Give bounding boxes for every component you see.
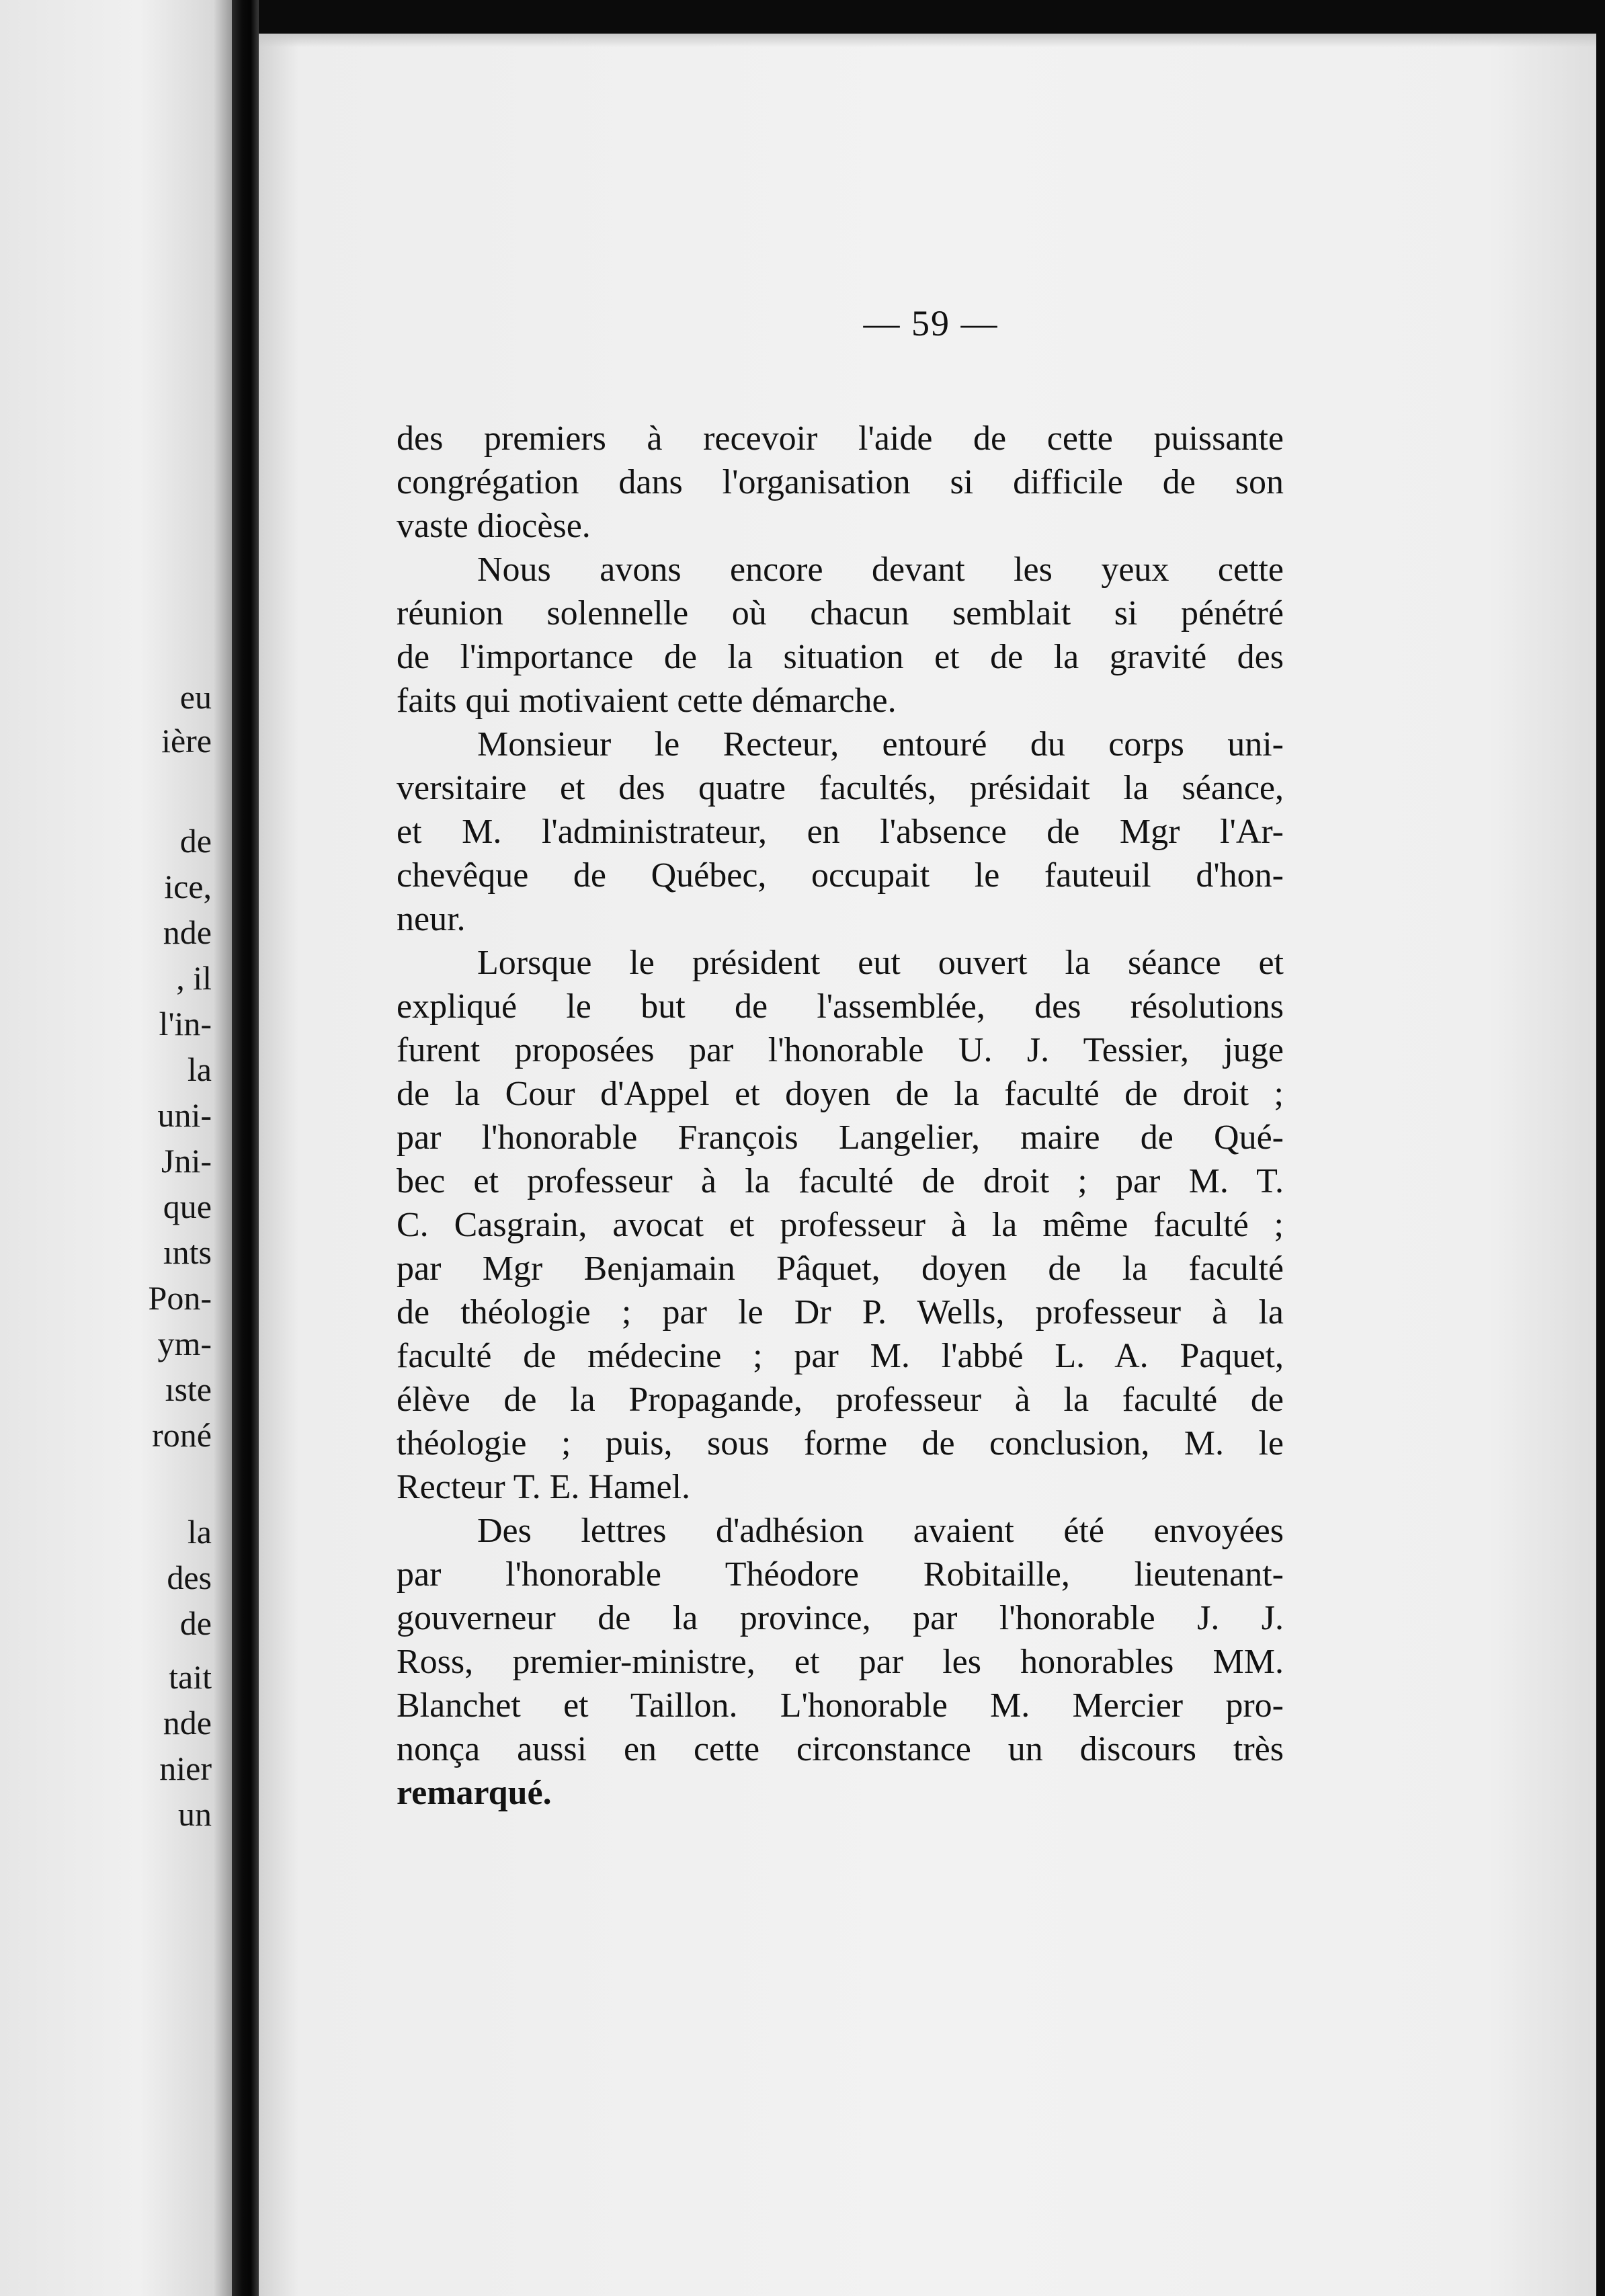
text-line: théologie ; puis, sous forme de conclusion, M. le xyxy=(397,1424,1284,1463)
text-line: par l'honorable François Langelier, maire de Qué- xyxy=(397,1118,1284,1157)
left-page-fragment: roné xyxy=(152,1416,212,1454)
text-line: vaste diocèse. xyxy=(397,507,591,545)
page-text-body xyxy=(397,417,1284,1815)
left-page-fragment: tait xyxy=(169,1658,212,1696)
text-line: élève de la Propagande, professeur à la faculté de xyxy=(397,1381,1284,1419)
left-page-fragment: ym- xyxy=(157,1325,212,1362)
text-line: nonça aussi en cette circonstance un discours très xyxy=(397,1730,1284,1768)
text-line: réunion solennelle où chacun semblait si pénétré xyxy=(397,594,1284,632)
text-line: gouverneur de la province, par l'honorable J. J. xyxy=(397,1599,1284,1637)
left-page-fragment: ınts xyxy=(163,1233,212,1271)
left-page-fragment: eu xyxy=(179,678,212,716)
text-line: Des lettres d'adhésion avaient été envoyées xyxy=(477,1512,1284,1550)
left-page-fragment: ice, xyxy=(164,868,212,905)
book-gutter xyxy=(232,0,259,2296)
left-page-fragment: de xyxy=(179,1604,212,1642)
text-line: de théologie ; par le Dr P. Wells, professeur à la xyxy=(397,1293,1284,1331)
text-line: de l'importance de la situation et de la gravité des xyxy=(397,638,1284,676)
text-line: faculté de médecine ; par M. l'abbé L. A. Paquet, xyxy=(397,1337,1284,1375)
text-line: Nous avons encore devant les yeux cette xyxy=(477,550,1284,589)
text-line: par Mgr Benjamain Pâquet, doyen de la faculté xyxy=(397,1249,1284,1288)
left-page-fragment: nde xyxy=(163,1704,212,1741)
left-page-fragment: de xyxy=(179,822,212,860)
text-line: faits qui motivaient cette démarche. xyxy=(397,682,897,720)
text-line: Ross, premier-ministre, et par les honorables MM. xyxy=(397,1643,1284,1681)
text-line: chevêque de Québec, occupait le fauteuil d'hon- xyxy=(397,856,1284,895)
main-page xyxy=(259,34,1596,2296)
left-page-fragment: Pon- xyxy=(148,1279,212,1317)
left-page-fragment: ière xyxy=(161,722,212,760)
text-line: Blanchet et Taillon. L'honorable M. Mercier pro- xyxy=(397,1686,1284,1725)
left-page-fragment: un xyxy=(178,1795,212,1833)
left-facing-page xyxy=(0,0,232,2296)
page-top-shadow xyxy=(259,34,1596,47)
text-line: remarqué. xyxy=(397,1774,552,1812)
text-line: de la Cour d'Appel et doyen de la faculté de droit ; xyxy=(397,1075,1284,1113)
text-line: par l'honorable Théodore Robitaille, lieutenant- xyxy=(397,1555,1284,1594)
text-line: versitaire et des quatre facultés, présidait la séance, xyxy=(397,769,1284,807)
text-line: Lorsque le président eut ouvert la séance et xyxy=(477,944,1284,982)
text-line: Recteur T. E. Hamel. xyxy=(397,1468,691,1506)
text-line: furent proposées par l'honorable U. J. Tessier, juge xyxy=(397,1031,1284,1069)
text-line: Monsieur le Recteur, entouré du corps uni- xyxy=(477,725,1284,764)
text-line: neur. xyxy=(397,900,466,938)
left-page-fragment: la xyxy=(187,1513,212,1551)
text-line: et M. l'administrateur, en l'absence de Mgr l'Ar- xyxy=(397,813,1284,851)
text-line: bec et professeur à la faculté de droit ; par M. T. xyxy=(397,1162,1284,1200)
left-page-fragment: des xyxy=(167,1559,212,1596)
left-page-fragment: que xyxy=(163,1188,212,1225)
text-line: congrégation dans l'organisation si difficile de son xyxy=(397,463,1284,501)
left-page-fragment: l'in- xyxy=(159,1005,212,1042)
left-page-fragment: nier xyxy=(159,1750,212,1787)
text-line: des premiers à recevoir l'aide de cette puissante xyxy=(397,419,1284,458)
left-page-fragment: ıste xyxy=(165,1370,212,1408)
left-page-fragment: , il xyxy=(176,959,212,997)
text-line: C. Casgrain, avocat et professeur à la même faculté ; xyxy=(397,1206,1284,1244)
left-page-fragment: nde xyxy=(163,913,212,951)
left-page-fragment: la xyxy=(187,1051,212,1088)
page-number: — 59 — xyxy=(863,303,999,343)
text-line: expliqué le but de l'assemblée, des résolutions xyxy=(397,987,1284,1026)
left-page-fragment: Jni- xyxy=(161,1142,212,1180)
left-page-fragment: uni- xyxy=(157,1096,212,1134)
